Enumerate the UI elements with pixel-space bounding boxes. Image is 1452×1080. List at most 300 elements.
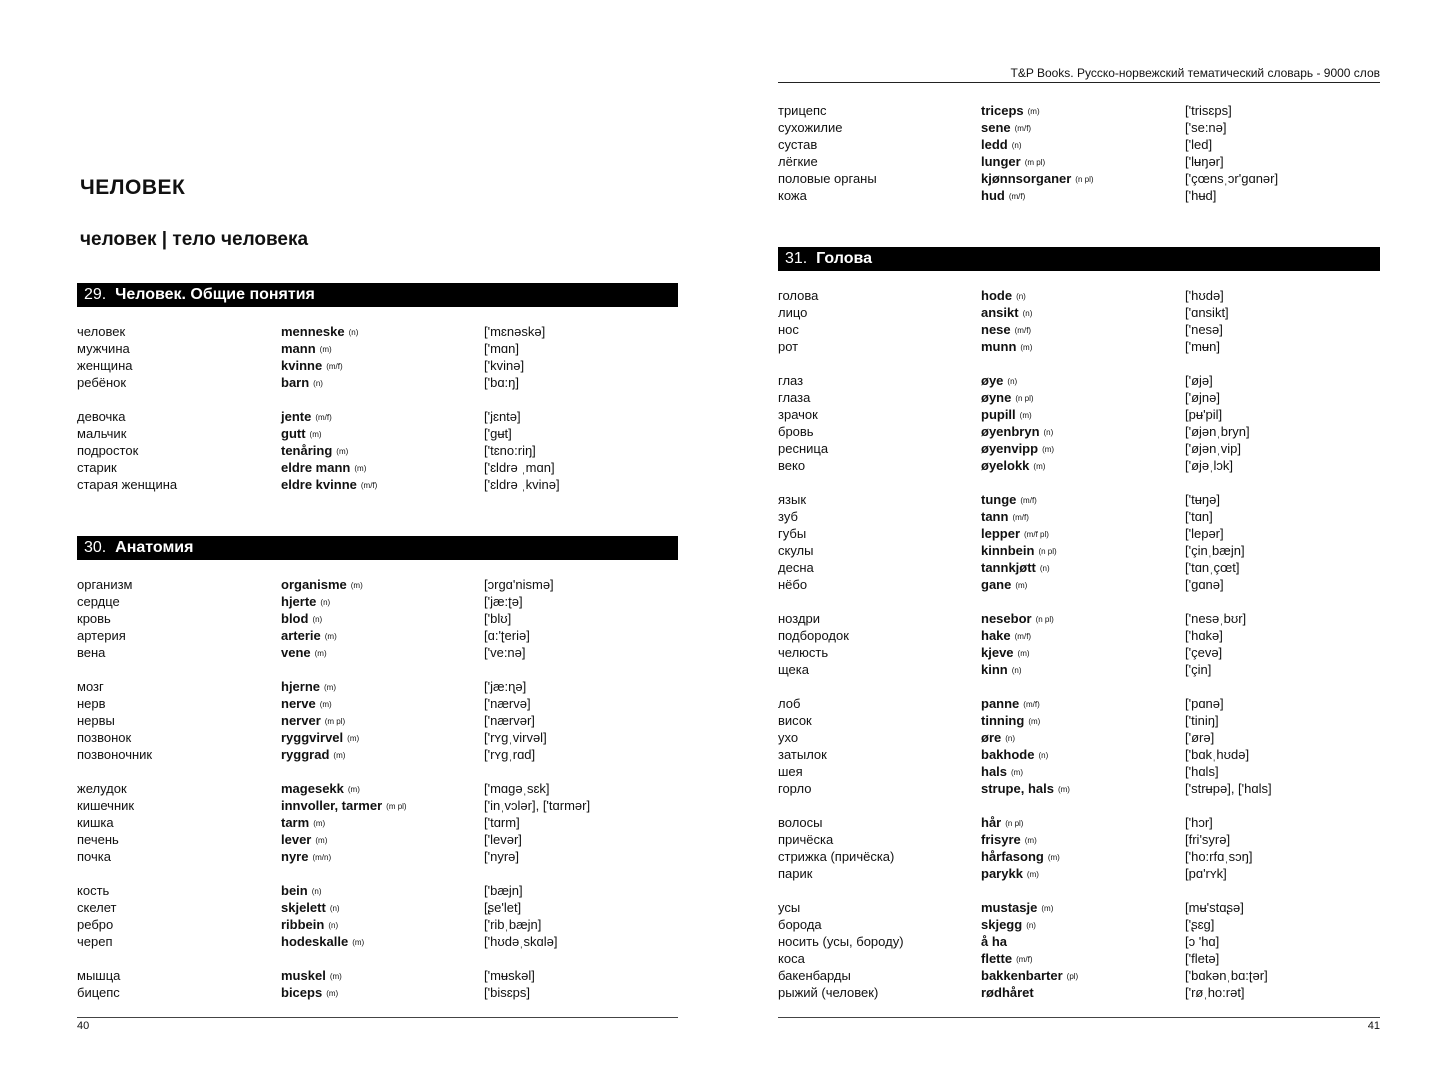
norwegian-word-text: ledd (981, 137, 1008, 152)
russian-word: губы (778, 526, 807, 541)
grammar-tag: (m) (326, 989, 339, 998)
grammar-tag: (m) (1057, 785, 1070, 794)
russian-word: ресница (778, 441, 829, 456)
norwegian-word-text: bakhode (981, 747, 1035, 762)
norwegian-word (281, 916, 338, 934)
norwegian-word (281, 695, 332, 713)
vocab-entry (77, 814, 678, 831)
norwegian-word (281, 984, 338, 1002)
norwegian-word-text: øyenvipp (981, 441, 1039, 456)
page-number: 41 (1367, 1020, 1380, 1032)
grammar-tag: (n) (1026, 921, 1036, 930)
transcription: ['rʏgˌvirvəl] (484, 730, 547, 745)
grammar-tag: (n) (313, 379, 323, 388)
russian-word: сухожилие (778, 120, 843, 135)
grammar-tag: (n) (348, 328, 359, 337)
norwegian-word (981, 746, 1048, 764)
norwegian-word (281, 340, 332, 358)
transcription: ['ʂɛg] (1185, 917, 1215, 932)
grammar-tag: (m) (1020, 343, 1033, 352)
russian-word: женщина (77, 358, 133, 373)
transcription: ['led] (1185, 137, 1213, 152)
russian-word: зрачок (778, 407, 818, 422)
norwegian-word-text: ryggvirvel (281, 730, 344, 745)
running-header: T&P Books. Русско-норвежский тематический словарь - 9000 слов (778, 66, 1380, 83)
vocab-entry (77, 408, 678, 425)
vocab-entry (778, 610, 1380, 627)
grammar-tag: (m) (354, 464, 367, 473)
vocab-entry (778, 287, 1380, 304)
grammar-tag: (n) (1007, 377, 1018, 386)
russian-word: носить (усы, бороду) (778, 934, 904, 949)
norwegian-word (981, 406, 1032, 424)
norwegian-word-text: strupe, hals (981, 781, 1054, 796)
norwegian-word (981, 119, 1031, 137)
russian-word: волосы (778, 815, 823, 830)
grammar-tag: (n pl) (1038, 547, 1057, 556)
grammar-tag: (m) (352, 938, 365, 947)
norwegian-word (281, 746, 345, 764)
norwegian-word (981, 136, 1022, 154)
russian-word: парик (778, 866, 813, 881)
norwegian-word-text: øye (981, 373, 1004, 388)
grammar-tag: (n) (1043, 428, 1054, 437)
norwegian-word-text: øre (981, 730, 1002, 745)
russian-word: глаза (778, 390, 811, 405)
vocab-entry (778, 899, 1380, 916)
transcription: ['hɔr] (1185, 815, 1213, 830)
transcription: ['nærvər] (484, 713, 535, 728)
norwegian-word (281, 831, 327, 849)
group-spacer (778, 474, 1380, 491)
norwegian-word-text: magesekk (281, 781, 344, 796)
grammar-tag: (m) (333, 751, 346, 760)
grammar-tag: (m/f) (1008, 192, 1026, 201)
grammar-tag: (pl) (1066, 972, 1079, 981)
grammar-tag: (m) (1042, 445, 1055, 454)
norwegian-word-text: menneske (281, 324, 345, 339)
grammar-tag: (n pl) (1005, 819, 1024, 828)
norwegian-word (281, 967, 342, 985)
vocab-entry (77, 797, 678, 814)
russian-word: нос (778, 322, 799, 337)
russian-word: мышца (77, 968, 121, 983)
vocab-entry (77, 357, 678, 374)
norwegian-word-text: lever (281, 832, 312, 847)
norwegian-word-text: panne (981, 696, 1020, 711)
vocab-entry (778, 102, 1380, 119)
vocabulary-list (77, 323, 678, 493)
russian-word: глаз (778, 373, 804, 388)
vocab-entry (778, 865, 1380, 882)
grammar-tag: (n) (311, 887, 322, 896)
grammar-tag: (m pl) (1024, 158, 1046, 167)
transcription: ['bɑkˌhʊdə] (1185, 747, 1250, 762)
norwegian-word (981, 491, 1037, 509)
russian-word: бакенбарды (778, 968, 851, 983)
transcription: ['øjəˌlɔk] (1185, 458, 1233, 473)
grammar-tag: (m) (1047, 853, 1060, 862)
grammar-tag: (m) (314, 649, 327, 658)
vocab-entry (778, 525, 1380, 542)
norwegian-word (981, 695, 1040, 713)
transcription: ['tʉŋə] (1185, 492, 1221, 507)
transcription: ['kvinə] (484, 358, 525, 373)
vocab-entry (778, 763, 1380, 780)
norwegian-word (981, 389, 1034, 407)
grammar-tag: (m/f) (1016, 955, 1033, 964)
russian-word: печень (77, 832, 119, 847)
transcription: ['tɑrm] (484, 815, 520, 830)
norwegian-word-text: tannkjøtt (981, 560, 1036, 575)
norwegian-word-text: kjeve (981, 645, 1014, 660)
norwegian-word (281, 712, 345, 730)
norwegian-word-text: rødhåret (981, 985, 1034, 1000)
vocab-entry (77, 933, 678, 950)
norwegian-word-text: tarm (281, 815, 310, 830)
group-spacer (77, 865, 678, 882)
vocab-entry (77, 746, 678, 763)
norwegian-word-text: nesebor (981, 611, 1032, 626)
russian-word: вена (77, 645, 106, 660)
russian-word: подбородок (778, 628, 849, 643)
norwegian-word (281, 374, 323, 392)
norwegian-word (981, 187, 1025, 205)
norwegian-word (281, 899, 340, 917)
russian-word: череп (77, 934, 113, 949)
grammar-tag: (m) (313, 819, 326, 828)
vocab-entry (778, 457, 1380, 474)
transcription: ['tɑnˌçœt] (1185, 560, 1240, 575)
russian-word: кость (77, 883, 110, 898)
russian-word: ребёнок (77, 375, 127, 390)
vocab-entry (778, 423, 1380, 440)
vocab-entry (77, 425, 678, 442)
group-spacer (778, 797, 1380, 814)
transcription: ['çœnsˌɔr'gɑnər] (1185, 171, 1279, 186)
group-spacer (77, 763, 678, 780)
russian-word: старая женщина (77, 477, 178, 492)
russian-word: кишка (77, 815, 114, 830)
norwegian-word-text: arterie (281, 628, 321, 643)
russian-word: ноздри (778, 611, 821, 626)
russian-word: челюсть (778, 645, 829, 660)
transcription: ['tɑn] (1185, 509, 1213, 524)
norwegian-word-text: mann (281, 341, 316, 356)
russian-word: лёгкие (778, 154, 818, 169)
transcription: ['ɛldrə ˌmɑn] (484, 460, 555, 475)
transcription: ['øjənˌbryn] (1185, 424, 1250, 439)
norwegian-word (981, 984, 1034, 1001)
transcription: ['hʊdəˌskɑlə] (484, 934, 558, 949)
russian-word: человек (77, 324, 126, 339)
transcription: ['pɑnə] (1185, 696, 1224, 711)
transcription: ['tiniŋ] (1185, 713, 1219, 728)
grammar-tag: (n) (1022, 309, 1033, 318)
russian-word: мозг (77, 679, 104, 694)
vocab-entry (778, 170, 1380, 187)
vocab-entry (77, 695, 678, 712)
norwegian-word-text: tenåring (281, 443, 333, 458)
section-header (77, 536, 678, 560)
grammar-tag: (m) (1011, 768, 1024, 777)
russian-word: лоб (778, 696, 801, 711)
grammar-tag: (m) (336, 447, 349, 456)
transcription: ['tɛno:riŋ] (484, 443, 536, 458)
norwegian-word-text: øyenbryn (981, 424, 1040, 439)
russian-word: организм (77, 577, 133, 592)
transcription: ['ɛldrə ˌkvinə] (484, 477, 560, 492)
transcription: ['rʏgˌrɑd] (484, 747, 536, 762)
transcription: ['çin] (1185, 662, 1212, 677)
norwegian-word (981, 916, 1036, 934)
vocab-entry (778, 780, 1380, 797)
footer-rule (778, 1017, 1380, 1018)
grammar-tag: (n) (1011, 141, 1022, 150)
transcription: ['mʉskəl] (484, 968, 535, 983)
transcription: ['nyrə] (484, 849, 519, 864)
norwegian-word-text: nerver (281, 713, 321, 728)
grammar-tag: (m) (1026, 870, 1039, 879)
norwegian-word (981, 440, 1054, 458)
vocab-entry (77, 967, 678, 984)
norwegian-word (281, 357, 343, 375)
norwegian-word (981, 287, 1026, 305)
grammar-tag: (m/f) (315, 413, 332, 422)
norwegian-word-text: vene (281, 645, 311, 660)
section-title: Анатомия (115, 539, 194, 556)
russian-word: мужчина (77, 341, 130, 356)
russian-word: борода (778, 917, 822, 932)
transcription: [pɑ'rʏk] (1185, 866, 1227, 881)
transcription: ['mʉn] (1185, 339, 1220, 354)
norwegian-word (981, 153, 1045, 171)
grammar-tag: (m) (1041, 904, 1054, 913)
russian-word: рот (778, 339, 799, 354)
norwegian-word-text: kvinne (281, 358, 323, 373)
vocab-entry (77, 442, 678, 459)
norwegian-word-text: lepper (981, 526, 1021, 541)
norwegian-word-text: hårfasong (981, 849, 1044, 864)
russian-word: стрижка (причёска) (778, 849, 895, 864)
transcription: ['bæjn] (484, 883, 523, 898)
norwegian-word-text: ribbein (281, 917, 325, 932)
norwegian-word-text: frisyre (981, 832, 1021, 847)
vocab-entry (77, 644, 678, 661)
norwegian-word-text: eldre kvinne (281, 477, 357, 492)
russian-word: причёска (778, 832, 834, 847)
transcription: [fri'syrə] (1185, 832, 1231, 847)
norwegian-word (281, 442, 348, 460)
group-spacer (77, 661, 678, 678)
vocabulary-list (778, 102, 1380, 204)
vocab-entry (778, 153, 1380, 170)
vocab-entry (778, 746, 1380, 763)
transcription: ['øjənˌvip] (1185, 441, 1241, 456)
russian-word: ухо (778, 730, 799, 745)
vocab-entry (77, 610, 678, 627)
vocab-entry (778, 661, 1380, 678)
norwegian-word (981, 457, 1045, 475)
transcription: ['hɑls] (1185, 764, 1219, 779)
transcription: ['jæ:ʈə] (484, 594, 523, 609)
norwegian-word (981, 950, 1033, 968)
vocab-entry (778, 933, 1380, 950)
norwegian-word-text: hud (981, 188, 1005, 203)
norwegian-word (981, 848, 1060, 866)
norwegian-word-text: jente (281, 409, 312, 424)
vocab-entry (77, 729, 678, 746)
norwegian-word-text: organisme (281, 577, 347, 592)
section-number: 31. (785, 250, 808, 267)
grammar-tag: (n) (1016, 292, 1026, 301)
russian-word: кровь (77, 611, 111, 626)
norwegian-word-text: hake (981, 628, 1011, 643)
transcription: ['mɑgəˌsɛk] (484, 781, 550, 796)
russian-word: желудок (77, 781, 127, 796)
vocab-entry (778, 627, 1380, 644)
vocab-entry (77, 476, 678, 493)
grammar-tag: (m) (1019, 411, 1032, 420)
transcription: ['lepər] (1185, 526, 1224, 541)
russian-word: ребро (77, 917, 114, 932)
grammar-tag: (n) (312, 615, 323, 624)
vocab-entry (77, 340, 678, 357)
vocab-entry (778, 695, 1380, 712)
norwegian-word-text: øyelokk (981, 458, 1030, 473)
section-number: 30. (84, 539, 107, 556)
grammar-tag: (m/f) (1023, 700, 1040, 709)
transcription: ['ho:rfɑˌsɔŋ] (1185, 849, 1253, 864)
grammar-tag: (n pl) (1015, 394, 1034, 403)
grammar-tag: (m) (324, 632, 337, 641)
norwegian-word (281, 882, 322, 900)
norwegian-word (981, 338, 1032, 356)
transcription: ['hʉd] (1185, 188, 1217, 203)
transcription: ['nesəˌbʊr] (1185, 611, 1247, 626)
vocab-entry (778, 814, 1380, 831)
section-header (77, 283, 678, 307)
norwegian-word (281, 848, 331, 866)
grammar-tag: (m/n) (312, 853, 332, 862)
russian-word: язык (778, 492, 807, 507)
norwegian-word-text: hode (981, 288, 1013, 303)
grammar-tag: (n) (329, 904, 340, 913)
norwegian-word-text: nerve (281, 696, 316, 711)
norwegian-word (981, 763, 1023, 781)
group-spacer (778, 882, 1380, 899)
group-spacer (77, 391, 678, 408)
grammar-tag: (m/f) (1020, 496, 1037, 505)
transcription: ['hʊdə] (1185, 288, 1224, 303)
grammar-tag: (m/f) (360, 481, 378, 490)
norwegian-word (981, 661, 1022, 679)
russian-word: нёбо (778, 577, 808, 592)
norwegian-word (981, 525, 1049, 543)
norwegian-word-text: å ha (981, 934, 1008, 949)
norwegian-word (981, 170, 1094, 188)
norwegian-word (281, 425, 322, 443)
norwegian-word-text: skjelett (281, 900, 326, 915)
vocab-entry (77, 712, 678, 729)
vocab-entry (778, 729, 1380, 746)
transcription: ['inˌvɔlər], ['tɑrmər] (484, 798, 591, 813)
vocab-entry (77, 882, 678, 899)
russian-word: усы (778, 900, 801, 915)
norwegian-word (981, 576, 1027, 594)
transcription: ['gɑnə] (1185, 577, 1224, 592)
vocab-entry (778, 542, 1380, 559)
transcription: ['blʊ] (484, 611, 512, 626)
footer-rule (77, 1017, 678, 1018)
norwegian-word-text: flette (981, 951, 1013, 966)
russian-word: сердце (77, 594, 120, 609)
norwegian-word (981, 627, 1031, 645)
vocab-entry (77, 459, 678, 476)
norwegian-word (981, 831, 1037, 849)
vocab-entry (778, 848, 1380, 865)
vocab-entry (778, 440, 1380, 457)
norwegian-word-text: ansikt (981, 305, 1019, 320)
transcription: ['bisɛps] (484, 985, 531, 1000)
transcription: ['çevə] (1185, 645, 1223, 660)
vocab-entry (77, 916, 678, 933)
norwegian-word-text: bakkenbarter (981, 968, 1063, 983)
vocab-entry (77, 374, 678, 391)
vocab-entry (778, 389, 1380, 406)
norwegian-word-text: kjønnsorganer (981, 171, 1072, 186)
transcription: [ɔ 'hɑ] (1185, 934, 1220, 949)
russian-word: рыжий (человек) (778, 985, 879, 1000)
russian-word: позвоночник (77, 747, 153, 762)
russian-word: старик (77, 460, 117, 475)
norwegian-word-text: innvoller, tarmer (281, 798, 383, 813)
norwegian-word (981, 865, 1039, 883)
transcription: ['ve:nə] (484, 645, 526, 660)
norwegian-word-text: biceps (281, 985, 323, 1000)
vocab-entry (778, 338, 1380, 355)
vocab-entry (77, 984, 678, 1001)
transcription: ['se:nə] (1185, 120, 1227, 135)
grammar-tag: (n) (1011, 666, 1022, 675)
russian-word: кожа (778, 188, 807, 203)
norwegian-word (281, 476, 377, 494)
vocabulary-list (77, 576, 678, 1001)
norwegian-word-text: sene (981, 120, 1011, 135)
norwegian-word-text: kinnbein (981, 543, 1035, 558)
russian-word: нерв (77, 696, 106, 711)
russian-word: половые органы (778, 171, 877, 186)
transcription: ['øjnə] (1185, 390, 1220, 405)
transcription: ['hɑkə] (1185, 628, 1223, 643)
russian-word: горло (778, 781, 812, 796)
vocab-entry (77, 678, 678, 695)
norwegian-word (281, 644, 327, 662)
grammar-tag: (n) (320, 598, 331, 607)
russian-word: скелет (77, 900, 117, 915)
russian-word: нервы (77, 713, 115, 728)
norwegian-word-text: gane (981, 577, 1012, 592)
section-number: 29. (84, 286, 107, 303)
section-header (778, 247, 1380, 271)
norwegian-word (981, 102, 1040, 120)
norwegian-word (281, 678, 336, 696)
norwegian-word (281, 814, 325, 832)
norwegian-word (981, 321, 1031, 339)
transcription: ['jɛntə] (484, 409, 521, 424)
grammar-tag: (m/f) (1012, 513, 1029, 522)
grammar-tag: (m pl) (386, 802, 407, 811)
